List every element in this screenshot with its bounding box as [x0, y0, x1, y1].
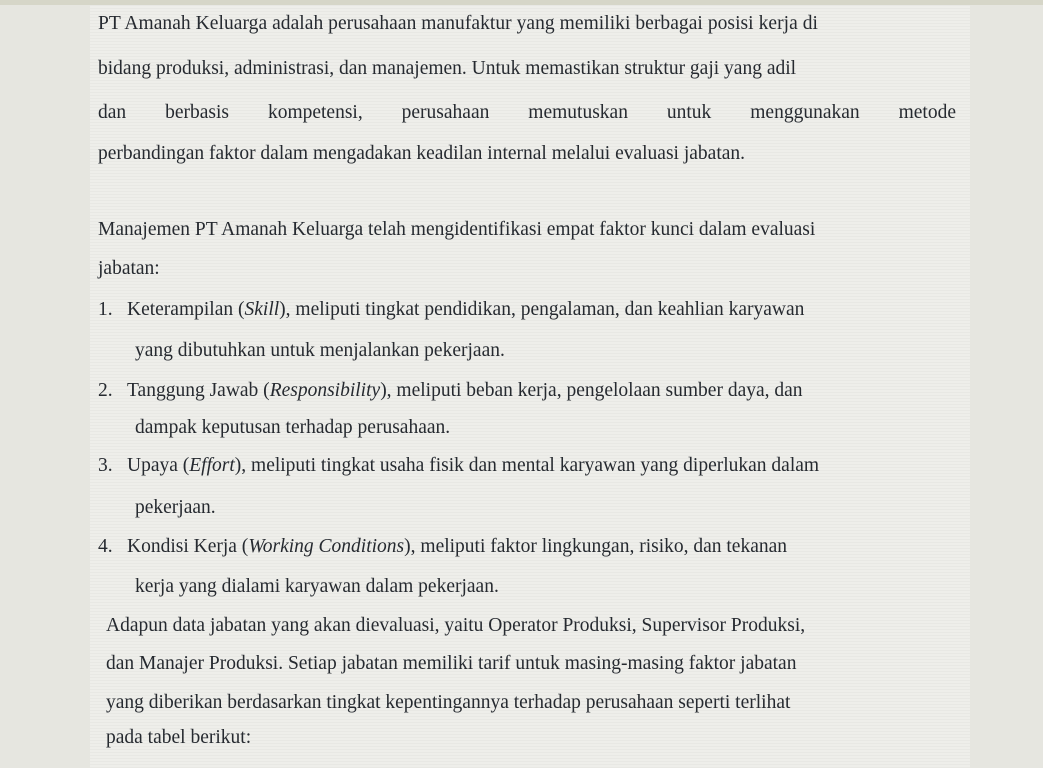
intro-line-3-word: berbasis	[165, 102, 229, 123]
intro-line-3-word: metode	[898, 102, 956, 123]
factor-4-term: Working Conditions	[248, 536, 405, 557]
factor-4-number: 4.	[98, 536, 113, 557]
factor-1-number: 1.	[98, 299, 113, 320]
factor-4-line-1	[127, 535, 787, 559]
intro-line-3-word: untuk	[666, 102, 712, 123]
factor-2-term: Responsibility	[269, 380, 381, 401]
closing-line-3: yang diberikan berdasarkan tingkat kepentingannya terhadap perusahaan seperti terlihat	[106, 692, 791, 713]
factor-3-number: 3.	[98, 455, 113, 476]
factor-1-rest: ), meliputi tingkat pendidikan, pengalaman, dan keahlian karyawan	[279, 299, 805, 320]
factor-3-line-1	[127, 454, 819, 478]
intro-line-3	[98, 101, 956, 125]
factor-1-line-1	[127, 298, 804, 322]
intro-line-1: PT Amanah Keluarga adalah perusahaan manufaktur yang memiliki berbagai posisi kerja di	[98, 13, 818, 34]
factor-4-line-2: kerja yang dialami karyawan dalam pekerjaan.	[135, 576, 499, 597]
intro-line-4: perbandingan faktor dalam mengadakan keadilan internal melalui evaluasi jabatan.	[98, 143, 746, 164]
factor-4-rest: ), meliputi faktor lingkungan, risiko, dan tekanan	[404, 536, 788, 557]
closing-line-2: dan Manajer Produksi. Setiap jabatan memiliki tarif untuk masing-masing faktor jabatan	[106, 653, 797, 674]
factor-3-rest: ), meliputi tingkat usaha fisik dan mental karyawan yang diperlukan dalam	[234, 455, 820, 476]
factor-3-term: Effort	[189, 455, 235, 476]
closing-line-4: pada tabel berikut:	[106, 727, 252, 748]
factor-2-line-2: dampak keputusan terhadap perusahaan.	[135, 417, 451, 438]
factor-1-term: Skill	[244, 299, 280, 320]
factor-2-line-1	[127, 379, 803, 403]
closing-line-1: Adapun data jabatan yang akan dievaluasi, yaitu Operator Produksi, Supervisor Produksi,	[106, 615, 806, 636]
intro-line-3-word: memutuskan	[528, 102, 628, 123]
factor-4-name: Kondisi Kerja (	[127, 536, 249, 557]
factor-3-line-2: pekerjaan.	[135, 497, 216, 518]
factor-1-name: Keterampilan (	[127, 299, 245, 320]
intro-line-2: bidang produksi, administrasi, dan manajemen. Untuk memastikan struktur gaji yang adil	[98, 58, 797, 79]
factor-2-name: Tanggung Jawab (	[127, 380, 270, 401]
factor-1-line-2: yang dibutuhkan untuk menjalankan pekerjaan.	[135, 340, 505, 361]
intro-line-3-word: kompetensi,	[267, 102, 363, 123]
factors-intro-line-1: Manajemen PT Amanah Keluarga telah mengidentifikasi empat faktor kunci dalam evaluasi	[98, 219, 816, 240]
factor-3-name: Upaya (	[127, 455, 190, 476]
factor-2-rest: ), meliputi beban kerja, pengelolaan sumber daya, dan	[380, 380, 803, 401]
factors-intro-line-2: jabatan:	[98, 258, 160, 279]
intro-line-3-word: dan	[98, 102, 127, 123]
intro-line-3-word: perusahaan	[401, 102, 490, 123]
factor-2-number: 2.	[98, 380, 113, 401]
intro-line-3-word: menggunakan	[750, 102, 860, 123]
